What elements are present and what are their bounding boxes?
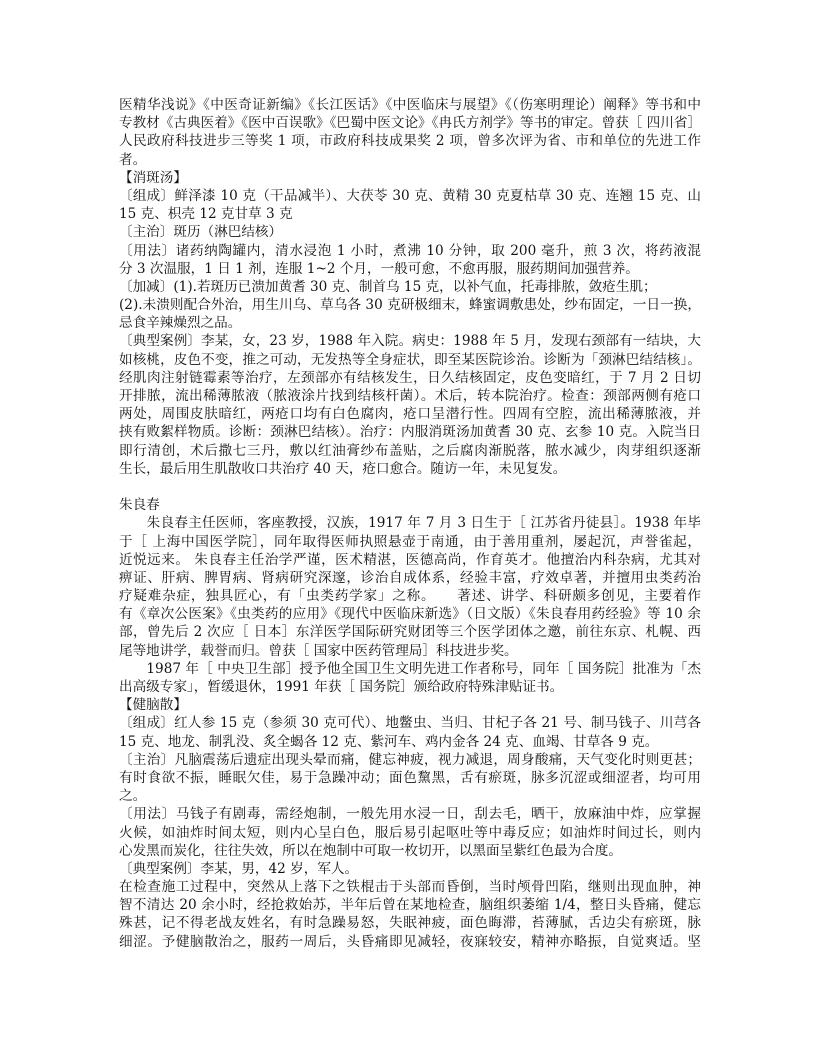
text-line: 开排脓，流出稀薄脓液（脓液涂片找到结核杆菌）。术后，转本院治疗。检查：颈部两侧有疮口 bbox=[119, 388, 701, 404]
text-line: 医精华浅说》《中医奇证新编》《长江医话》《中医临床与展望》《（伤寒明理论）阐释》等书和中 bbox=[119, 97, 701, 113]
text-line: 15 克、枳壳 12 克甘草 3 克 bbox=[119, 206, 293, 223]
text-line: 于［ 上海中国医学院］，同年取得医师执照悬壶于南通，由于善用重剂，屡起沉，声誉雀起， bbox=[119, 533, 701, 550]
section-heading-jiannaosan: 【健脑散】 bbox=[119, 697, 187, 714]
text-line: 1987 年［ 中央卫生部］授予他全国卫生文明先进工作者称号，同年［ 国务院］批准为「杰 bbox=[119, 660, 701, 677]
text-line: 朱良春主任医师，客座教授，汉族，1917 年 7 月 3 日生于［ 江苏省丹徒县］。1938 年毕 bbox=[146, 515, 701, 532]
text-line: 〔加减〕(1).若斑历已溃加黄耆 30 克、制首乌 15 克，以补气血，托毒排脓，敛疮生肌； bbox=[119, 278, 657, 295]
text-line: 部，曾先后 2 次应［ 日本］东洋医学国际研究财团等三个医学团体之邀，前往东京、札幌、西 bbox=[119, 624, 701, 641]
text-line: (2).未溃则配合外治，用生川乌、草乌各 30 克研极细末，蜂蜜调敷患处，纱布固定，一日一换， bbox=[119, 297, 701, 314]
text-line: 〔用法〕诸药纳陶罐内，清水浸泡 1 小时，煮沸 10 分钟，取 200 毫升，煎 3 次，将药液混 bbox=[119, 242, 701, 259]
text-line: 尾等地讲学，载誉而归。曾获［ 国家中医药管理局］科技进步奖。 bbox=[119, 642, 518, 659]
text-line: 疗疑难杂症，独具匠心，有「虫类药学家」之称。 著述、讲学、科研颇多创见，主要着作 bbox=[119, 588, 701, 605]
text-line: 分 3 次温服，1 日 1 剂，连服 1~2 个月，一般可愈，不愈再服，服药期间加强营养。 bbox=[119, 260, 639, 277]
text-line: 专教材《古典医着》《医中百误歌》《巴蜀中医文论》《冉氏方剂学》等书的审定。曾获［ 四川省］ bbox=[119, 115, 701, 132]
text-line: 人民政府科技进步三等奖 1 项，市政府科技成果奖 2 项，曾多次评为省、市和单位的先进工作 bbox=[119, 133, 701, 150]
text-line: 〔组成〕红人参 15 克（参须 30 克可代）、地鳖虫、当归、甘杞子各 21 号、制马钱子、川芎各 bbox=[119, 715, 701, 732]
text-line: 之。 bbox=[119, 788, 147, 805]
section-heading-xiaobantang: 【消斑汤】 bbox=[119, 169, 187, 186]
text-line: 〔主治〕斑历（淋巴结核） bbox=[119, 224, 283, 241]
text-line: 〔用法〕马钱子有剧毒，需经炮制，一般先用水浸一日，刮去毛，晒干，放麻油中炸，应掌握 bbox=[119, 806, 701, 823]
text-line: 〔典型案例〕李某，男，42 岁，军人。 bbox=[119, 860, 359, 877]
blank-line bbox=[119, 478, 701, 496]
text-line: 忌食辛辣燥烈之品。 bbox=[119, 315, 242, 332]
text-line: 15 克、地龙、制乳没、炙全蝎各 12 克、紫河车、鸡内金各 24 克、血竭、甘草各 9 克。 bbox=[119, 733, 659, 750]
text-line: 者。 bbox=[119, 151, 147, 168]
text-line: 细涩。予健脑散治之，服药一周后，头昏痛即见减轻，夜寐较安，精神亦略振，自觉爽适。坚 bbox=[119, 933, 701, 950]
text-line: 殊甚，记不得老战友姓名，有时急躁易怒，失眠神疲，面色晦滞，苔薄腻，舌边尖有瘀斑，脉 bbox=[119, 915, 701, 932]
text-line: 即行清创，术后撒七三丹，敷以红油膏纱布盖贴，之后腐肉渐脱落，脓水减少，肉芽组织逐渐 bbox=[119, 442, 701, 459]
text-line: 火候，如油炸时间太短，则内心呈白色，服后易引起呕吐等中毒反应；如油炸时间过长，则内 bbox=[119, 824, 701, 841]
document-page bbox=[119, 96, 701, 951]
text-line: 〔组成〕鲜泽漆 10 克（干品减半）、大茯苓 30 克、黄精 30 克夏枯草 30 克、连翘 15 克、山 bbox=[119, 187, 701, 204]
text-line: 在检查施工过程中，突然从上落下之铁棍击于头部而昏倒，当时颅骨凹陷，继则出现血肿，神 bbox=[119, 879, 701, 896]
text-line: 生长，最后用生肌散收口共治疗 40 天，疮口愈合。随访一年，未见复发。 bbox=[119, 460, 567, 477]
text-line: 出高级专家」，暂缓退休，1991 年获［ 国务院］颁给政府特殊津贴证书。 bbox=[119, 679, 564, 695]
text-line: 有时食欲不振，睡眠欠佳，易于急躁冲动；面色黧黑，舌有瘀斑，脉多沉涩或细涩者，均可用 bbox=[119, 769, 701, 786]
text-line: 智不清达 20 余小时，经抢救始苏，半年后曾在某地检查，脑组织萎缩 1/4，整日头昏痛，健忘 bbox=[119, 897, 701, 914]
text-line: 〔主治〕凡脑震荡后遗症出现头晕而痛，健忘神疲，视力减退，周身酸痛，天气变化时则更甚； bbox=[119, 751, 701, 768]
text-line: 两处，周围皮肤暗红，两疮口均有白色腐肉，疮口呈潜行性。四周有空腔，流出稀薄脓液，并 bbox=[119, 406, 701, 423]
text-line: 〔典型案例〕李某，女，23 岁，1988 年入院。病史：1988 年 5 月，发现右颈部有一结块，大 bbox=[119, 333, 701, 350]
text-line: 近悦远来。 朱良春主任治学严谨，医术精湛，医德高尚，作育英才。他擅治内科杂病，尤其对 bbox=[119, 551, 701, 568]
person-heading-zhu-liangchun: 朱良春 bbox=[119, 497, 160, 514]
text-line: 经肌肉注射链霉素等治疗，左颈部亦有结核发生，日久结核固定，皮色变暗红，于 7 月 2 日切 bbox=[119, 369, 701, 386]
text-line: 痹证、肝病、脾胃病、肾病研究深邃，诊治自成体系，经验丰富，疗效卓著，并擅用虫类药治 bbox=[119, 569, 701, 586]
text-line: 挟有败絮样物质。诊断：颈淋巴结核）。治疗：内服消斑汤加黄耆 30 克、玄参 10 克。入院当日 bbox=[119, 424, 701, 441]
text-line: 有《章次公医案》《虫类药的应用》《现代中医临床新选》（日文版）《朱良春用药经验》等 10 余 bbox=[119, 606, 701, 623]
text-line: 心发黑而炭化，往往失效，所以在炮制中可取一枚切开，以黑面呈紫红色最为合度。 bbox=[119, 842, 622, 859]
text-line: 如核桃，皮色不变，推之可动，无发热等全身症状，即至某医院诊治。诊断为「颈淋巴结结核」。 bbox=[119, 351, 701, 368]
